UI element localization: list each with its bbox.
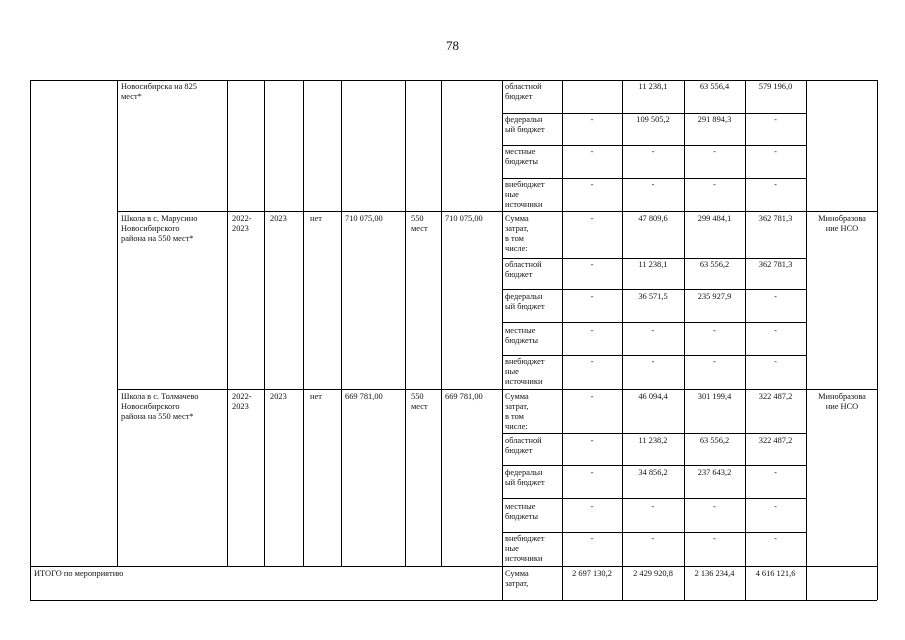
value-cell: - (713, 534, 716, 543)
source-cell: внебюджет ные источники (505, 534, 545, 563)
cost-cell: 710 075,00 (345, 214, 383, 223)
status-cell: нет (310, 392, 322, 401)
value-cell: - (590, 468, 594, 477)
value-cell: 63 556,2 (699, 260, 730, 269)
value-cell: - (713, 147, 716, 156)
table-top-border (30, 80, 877, 81)
col-border (30, 80, 31, 600)
value-cell: - (651, 534, 655, 543)
row-divider (502, 498, 806, 499)
value-cell: 362 781,3 (758, 260, 793, 269)
source-cell: внебюджет ные источники (505, 180, 545, 209)
value-cell: 322 487,2 (758, 392, 793, 401)
value-cell: - (713, 357, 716, 366)
value-cell: - (651, 357, 655, 366)
year-end-cell: 2023 (270, 392, 287, 401)
value-cell: - (774, 180, 777, 189)
year-end-cell: 2023 (270, 214, 287, 223)
value-cell: 109 505,2 (636, 115, 670, 124)
value-cell: - (774, 147, 777, 156)
years-cell: 2022- 2023 (232, 392, 252, 411)
value-cell: - (713, 326, 716, 335)
value-cell: 299 484,1 (697, 214, 732, 223)
col-border (303, 80, 304, 566)
total-value: 2 697 130,2 (572, 569, 612, 578)
value-cell: 46 094,4 (638, 392, 668, 401)
col-border (745, 80, 746, 600)
row-divider (502, 113, 806, 114)
years-cell: 2022- 2023 (232, 214, 252, 233)
cost-cell: 669 781,00 (445, 392, 483, 401)
page-number: 78 (446, 38, 459, 53)
value-cell: - (590, 260, 594, 269)
source-cell: Сумма затрат, в том числе: (505, 214, 529, 253)
capacity-cell: 550 мест (411, 214, 428, 233)
object-name-cell: Школа в с. Марусино Новосибирского района на 550 мест* (121, 214, 198, 243)
value-cell: 322 487,2 (758, 436, 793, 445)
value-cell: - (590, 436, 594, 445)
value-cell: - (651, 147, 655, 156)
object-name-cell: Новосибирска на 825 мест* (121, 82, 197, 101)
row-divider (502, 289, 806, 290)
source-cell: Сумма затрат, в том числе: (505, 392, 529, 431)
value-cell: 301 199,4 (697, 392, 732, 401)
row-divider (502, 178, 806, 179)
source-cell: местные бюджеты (505, 147, 539, 166)
row-divider (502, 258, 806, 259)
value-cell: - (774, 357, 777, 366)
row-divider (502, 433, 806, 434)
col-border (117, 80, 118, 566)
value-cell: - (590, 357, 594, 366)
value-cell: 235 927,9 (697, 292, 732, 301)
value-cell: - (713, 180, 716, 189)
col-border (341, 80, 342, 566)
value-cell: - (590, 147, 594, 156)
total-value: 2 136 234,4 (694, 569, 735, 578)
value-cell: - (590, 502, 594, 511)
table-bottom-border (30, 600, 877, 601)
value-cell: - (651, 326, 655, 335)
row-divider (502, 355, 806, 356)
cost-cell: 669 781,00 (345, 392, 383, 401)
status-cell: нет (310, 214, 322, 223)
source-cell: внебюджет ные источники (505, 357, 545, 386)
cost-cell: 710 075,00 (445, 214, 483, 223)
value-cell: 11 238,1 (638, 82, 668, 91)
value-cell: 47 809,6 (638, 214, 668, 223)
value-cell: - (590, 534, 594, 543)
col-border (227, 80, 228, 566)
value-cell: 237 643,2 (697, 468, 732, 477)
value-cell: 36 571,5 (638, 292, 668, 301)
value-cell: 579 196,0 (758, 82, 793, 91)
source-cell: федеральн ый бюджет (505, 468, 545, 487)
value-cell: - (651, 502, 655, 511)
col-border (877, 80, 878, 600)
value-cell: 34 856,2 (638, 468, 668, 477)
total-value: 2 429 920,8 (633, 569, 673, 578)
col-border (684, 80, 685, 600)
value-cell: - (713, 502, 716, 511)
executor-cell: Минобразова ние НСО (818, 214, 866, 233)
col-border (806, 80, 807, 600)
value-cell: - (774, 502, 777, 511)
row-divider (502, 322, 806, 323)
value-cell: - (774, 115, 777, 124)
source-cell: Сумма затрат, (505, 569, 529, 588)
value-cell: - (590, 180, 594, 189)
value-cell: - (590, 292, 594, 301)
row-divider (502, 465, 806, 466)
source-cell: федеральн ый бюджет (505, 115, 545, 134)
col-border (502, 80, 503, 600)
col-border (441, 80, 442, 566)
source-cell: областной бюджет (505, 260, 542, 279)
total-label: ИТОГО по мероприятию (34, 569, 124, 578)
value-cell: - (590, 115, 594, 124)
value-cell: 11 238,1 (638, 260, 668, 269)
value-cell: - (774, 292, 777, 301)
value-cell: - (590, 326, 594, 335)
value-cell: - (774, 326, 777, 335)
row-divider (117, 389, 877, 390)
value-cell: - (590, 214, 594, 223)
row-divider (502, 145, 806, 146)
row-divider (30, 566, 877, 567)
value-cell: - (651, 180, 655, 189)
row-divider (502, 532, 806, 533)
col-border (622, 80, 623, 600)
value-cell: 11 238,2 (638, 436, 668, 445)
executor-cell: Минобразова ние НСО (818, 392, 866, 411)
source-cell: местные бюджеты (505, 502, 539, 521)
value-cell: - (774, 534, 777, 543)
col-border (562, 80, 563, 600)
object-name-cell: Школа в с. Толмачево Новосибирского района на 550 мест* (121, 392, 199, 421)
source-cell: областной бюджет (505, 436, 542, 455)
value-cell: - (774, 468, 777, 477)
col-border (264, 80, 265, 566)
value-cell: 63 556,4 (699, 82, 730, 91)
value-cell: 362 781,3 (758, 214, 793, 223)
value-cell: - (590, 392, 594, 401)
source-cell: федеральн ый бюджет (505, 292, 545, 311)
value-cell: 291 894,3 (697, 115, 732, 124)
source-cell: областной бюджет (505, 82, 542, 101)
value-cell: 63 556,2 (699, 436, 730, 445)
total-value: 4 616 121,6 (755, 569, 796, 578)
col-border (405, 80, 406, 566)
row-divider (117, 211, 877, 212)
source-cell: местные бюджеты (505, 326, 539, 345)
capacity-cell: 550 мест (411, 392, 428, 411)
